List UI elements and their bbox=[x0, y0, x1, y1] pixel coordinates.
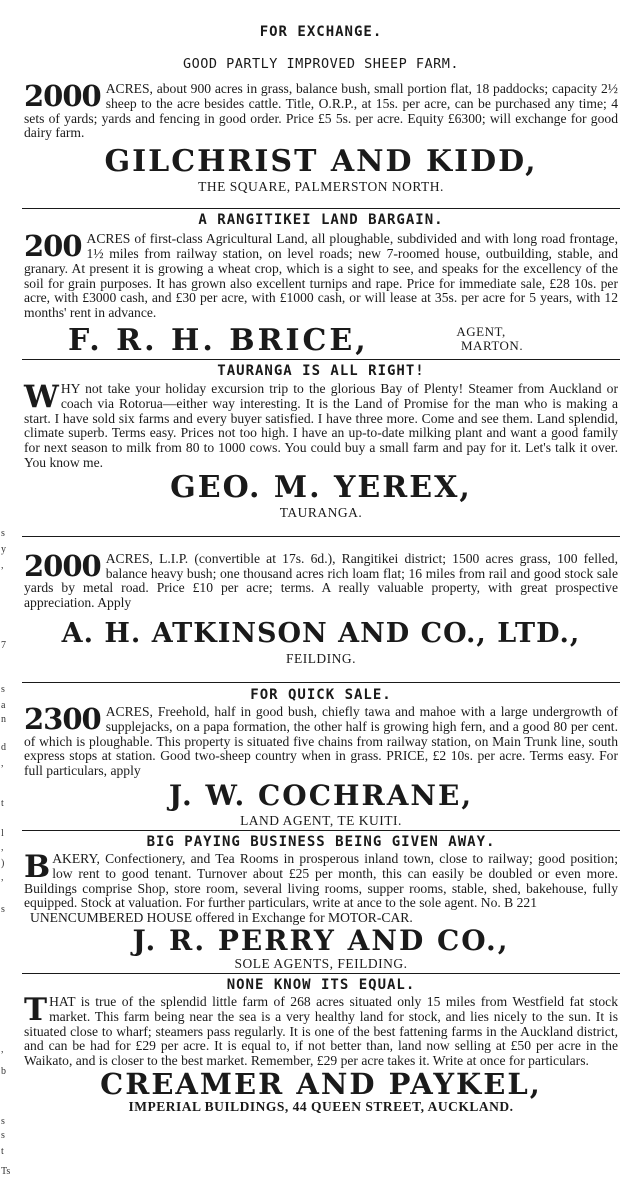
ad-agent-address: SOLE AGENTS, FEILDING. bbox=[234, 955, 408, 971]
ad-body-text: HAT is true of the splendid little farm of 268 acres situated only 15 miles from Westfield fat stock market. This farm being near the sea is a very healthy land for stock, and lies nicely to the sun. It is situated close to wharf; steamers pass regularly. It is one of the best fattening farms in the Auckland district, and can be had for £29 per acre. It is equal to, if not better than, land now selling at £50 per acre in the Waikato, and is closer to the best market. Remember, £29 per acre takes it. Write at once for particulars. bbox=[24, 993, 618, 1069]
divider bbox=[22, 536, 620, 537]
ad-agent-name: J. W. COCHRANE, bbox=[168, 778, 474, 812]
margin-fragment: t bbox=[1, 1146, 4, 1157]
ad-lead-number: 2000 bbox=[24, 79, 101, 113]
ad-gilchrist-and-kidd bbox=[22, 0, 620, 194]
ad-agent-address: TAURANGA. bbox=[279, 504, 363, 520]
ad-lead-number: 2300 bbox=[24, 701, 101, 736]
ad-agent-address: MARTON. bbox=[461, 337, 524, 353]
ad-cochrane bbox=[22, 687, 620, 828]
ad-heading: A RANGITIKEI LAND BARGAIN. bbox=[198, 212, 444, 229]
ad-yerex bbox=[22, 363, 620, 520]
ad-body-text: HY not take your holiday excursion trip to the glorious Bay of Plenty! Steamer from Auckland or coach via Rotorua—either way interesting. It is the Land of Promise for the man who is making a start. I have sold six farms and every buyer satisfied. I have three more. Come and see them. Land splendid, climate superb. Terms easy. Prices not too high. I have an up-to-date milking plant and want a good family for next season to milk from 80 to 1000 cows. You could buy a small farm and pay for it. Let's talk it over. You know me. bbox=[24, 380, 618, 470]
margin-fragment: a bbox=[1, 700, 6, 711]
ad-body-text: AKERY, Confectionery, and Tea Rooms in prosperous inland town, close to railway; good position; low rent to good tenant. Turnover about £25 per month, this can easily be doubled or even more. Buildings comprise Shop, store room, several living rooms, supper rooms, stable, shed, bakehouse, fully equipped. Stock at valuation. For further particulars, write at ance to the sole agent. No. B 221 bbox=[24, 850, 618, 911]
ad-agent-name: J. R. PERRY AND CO., bbox=[132, 923, 510, 957]
divider bbox=[22, 208, 620, 209]
ad-body bbox=[24, 79, 618, 141]
ad-heading: FOR QUICK SALE. bbox=[250, 686, 392, 703]
ad-body bbox=[24, 701, 618, 779]
ad-creamer-and-paykel bbox=[22, 977, 620, 1114]
ad-heading: TAURANGA IS ALL RIGHT! bbox=[217, 362, 425, 379]
ad-initial-letter: T bbox=[24, 991, 48, 1028]
ad-agent-name: GEO. M. YEREX, bbox=[170, 469, 472, 505]
margin-fragment: s bbox=[1, 528, 5, 539]
ad-body bbox=[24, 548, 618, 611]
margin-fragment: , bbox=[1, 872, 4, 883]
ad-body bbox=[24, 991, 618, 1069]
ad-extra-line: UNENCUMBERED HOUSE offered in Exchange for MOTOR-CAR. bbox=[30, 910, 413, 926]
ad-initial-letter: W bbox=[24, 378, 59, 415]
ad-heading: FOR EXCHANGE. bbox=[259, 24, 383, 40]
margin-fragment: d bbox=[1, 742, 6, 753]
ad-agent-name: CREAMER AND PAYKEL, bbox=[100, 1066, 542, 1101]
margin-fragment: s bbox=[1, 1116, 5, 1127]
margin-fragment: s bbox=[1, 904, 5, 915]
ad-agent-name: GILCHRIST AND KIDD, bbox=[104, 144, 538, 180]
margin-fragment: Ts bbox=[1, 1166, 11, 1177]
margin-fragment: s bbox=[1, 1130, 5, 1141]
ad-lead-number: 2000 bbox=[24, 548, 101, 583]
margin-fragment: 7 bbox=[1, 640, 6, 651]
ad-initial-letter: B bbox=[24, 848, 51, 885]
ad-agent-address: THE SQUARE, PALMERSTON NORTH. bbox=[198, 179, 444, 195]
ad-agent-block bbox=[24, 321, 618, 359]
ad-brice bbox=[22, 212, 620, 359]
margin-fragment: y bbox=[1, 544, 6, 555]
margin-fragment: b bbox=[1, 1066, 6, 1077]
margin-fragment: l bbox=[1, 828, 4, 839]
margin-fragment: t bbox=[1, 798, 4, 809]
ad-agent-address: FEILDING. bbox=[285, 650, 357, 666]
margin-fragment: , bbox=[1, 1044, 4, 1055]
margin-fragment: , bbox=[1, 560, 4, 571]
ad-body-text: ACRES, about 900 acres in grass, balance bush, small portion flat, 18 paddocks; capacity 2½ sheep to the acre besides cattle. Title, O.R.P., at 15s. per acre, can be purchased any time; 4 sets of yards; yards and fencing in good order. Price £5 5s. per acre. Equity £6300; will exchange for good dairy farm. bbox=[24, 81, 618, 141]
left-margin-fragments bbox=[0, 0, 16, 1194]
margin-fragment: n bbox=[1, 714, 6, 725]
ad-body-text: ACRES, L.I.P. (convertible at 17s. 6d.), Rangitikei district; 1500 acres grass, 100 felled, balance heavy bush; one thousand acres rich loam flat; 16 miles from rail and good stock sale yards by metal road. Price £10 per acre; terms. A really valuable property, with great prospective appreciation. Apply bbox=[24, 550, 618, 611]
margin-fragment: ) bbox=[1, 858, 5, 869]
classified-column bbox=[22, 0, 620, 1114]
ad-agent-name: F. R. H. BRICE, bbox=[68, 322, 369, 358]
divider bbox=[22, 830, 620, 831]
ad-heading: NONE KNOW ITS EQUAL. bbox=[226, 976, 416, 993]
ad-atkinson bbox=[22, 540, 620, 666]
margin-fragment: s bbox=[1, 684, 5, 695]
margin-fragment: , bbox=[1, 842, 4, 853]
ad-perry bbox=[22, 834, 620, 971]
ad-body bbox=[24, 848, 618, 911]
ad-agent-title: AGENT, bbox=[456, 323, 506, 339]
ad-body bbox=[24, 229, 618, 321]
divider bbox=[22, 359, 620, 360]
ad-agent-address: LAND AGENT, TE KUITI. bbox=[240, 812, 402, 828]
ad-heading: BIG PAYING BUSINESS BEING GIVEN AWAY. bbox=[146, 833, 496, 850]
margin-fragment: , bbox=[1, 758, 4, 769]
ad-agent-name: A. H. ATKINSON AND CO., LTD., bbox=[61, 617, 581, 649]
ad-subheading: GOOD PARTLY IMPROVED SHEEP FARM. bbox=[182, 56, 460, 72]
divider bbox=[22, 973, 620, 974]
ad-body-text: ACRES of first-class Agricultural Land, all ploughable, subdivided and with long road frontage, 1½ miles from railway station, on level roads; new 7-roomed house, outbuilding, stable, and granary. At present it is growing a wheat crop, which is a sight to see, and speaks for the excellency of the soil for grain purposes. It has grown also excellent turnips and rape. Price for immediate sale, £28 10s. per acre, with £3000 cash, and £30 per acre, with £1000 cash, or will lease at 35s. per acre for 5 years, with 12 months' rent in advance. bbox=[24, 231, 618, 321]
ad-body-text: ACRES, Freehold, half in good bush, chiefly tawa and mahoe with a large undergrowth of supplejacks, on a papa formation, the other half is growing high fern, and a good 80 per cent. of which is ploughable. This property is situated five chains from railway station, on Main Trunk line, south express stops at station. Good two-sheep country when in grass. PRICE, £2 10s. per acre. Terms easy. For full particulars, apply bbox=[24, 703, 618, 779]
ad-agent-title-block bbox=[439, 325, 523, 353]
ad-agent-address: IMPERIAL BUILDINGS, 44 QUEEN STREET, AUCKLAND. bbox=[128, 1098, 514, 1114]
ad-body bbox=[24, 378, 618, 471]
divider bbox=[22, 682, 620, 683]
ad-lead-number: 200 bbox=[24, 229, 82, 264]
